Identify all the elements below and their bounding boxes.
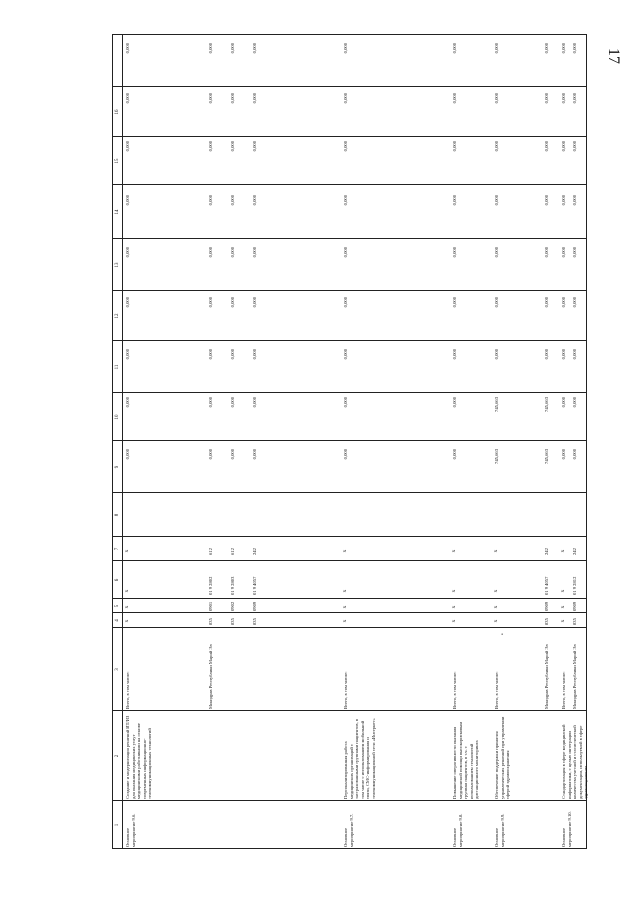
bullet-mark: •	[501, 633, 506, 635]
column-header: 2	[115, 754, 120, 758]
column-divider	[112, 560, 587, 561]
executor-cell: Всего, в том числе:	[343, 671, 348, 709]
column-divider	[112, 34, 587, 35]
amount-cell: 0,000	[125, 397, 130, 408]
amount-cell: 0,000	[452, 93, 457, 104]
amount-cell: 0,000	[343, 449, 348, 460]
event-number-cell: Основное мероприятие 9.6.	[125, 813, 136, 847]
expense-type-cell: х	[124, 549, 130, 553]
amount-cell: 0,000	[561, 349, 566, 360]
executor-cell: Всего, в том числе:	[494, 671, 499, 709]
section-code-cell: 0902	[230, 601, 235, 611]
amount-cell: 0,000	[230, 195, 235, 206]
column-divider	[112, 710, 587, 711]
amount-cell: 0,000	[452, 247, 457, 258]
column-header: 10	[115, 414, 120, 420]
column-header: 4	[115, 619, 120, 622]
amount-cell: 0,000	[230, 43, 235, 54]
amount-cell: 0,000	[494, 141, 499, 152]
amount-cell: 0,000	[494, 195, 499, 206]
grbs-code-cell: х	[342, 619, 348, 623]
column-header: 1	[115, 823, 120, 827]
column-header: 5	[115, 604, 120, 608]
target-article-cell: 01 9 4057	[544, 576, 549, 595]
expense-type-cell: 242	[572, 548, 577, 555]
amount-cell: 0,000	[252, 141, 257, 152]
amount-cell: 0,000	[343, 349, 348, 360]
amount-cell: 0,000	[125, 247, 130, 258]
amount-cell: 0,000	[572, 247, 577, 258]
amount-cell: 0,000	[544, 43, 549, 54]
column-divider	[112, 238, 587, 239]
amount-cell: 0,000	[544, 141, 549, 152]
amount-cell: 0,000	[230, 349, 235, 360]
column-divider	[112, 136, 587, 137]
amount-cell: 0,000	[572, 195, 577, 206]
amount-cell: 0,000	[343, 247, 348, 258]
target-article-cell: 01 9 4057	[252, 576, 257, 595]
amount-cell: 0,000	[252, 297, 257, 308]
column-divider	[112, 86, 587, 87]
column-header: 15	[115, 158, 120, 164]
expense-type-cell: х	[342, 549, 348, 553]
amount-cell: 0,000	[494, 349, 499, 360]
grbs-code-cell: 835	[208, 618, 213, 625]
column-divider	[112, 536, 587, 537]
amount-cell: 0,000	[572, 141, 577, 152]
section-code-cell: х	[124, 605, 130, 609]
amount-cell: 0,000	[544, 349, 549, 360]
grbs-code-cell: х	[560, 619, 566, 623]
column-header: 13	[115, 262, 120, 268]
column-header: 7	[115, 547, 120, 551]
grbs-code-cell: 835	[252, 618, 257, 625]
amount-cell: 0,000	[208, 195, 213, 206]
amount-cell: 0,000	[252, 349, 257, 360]
amount-cell: 0,000	[230, 93, 235, 104]
amount-cell: 0,000	[452, 449, 457, 460]
target-article-cell: 01 9 2803	[230, 576, 235, 595]
amount-cell: 0,000	[125, 141, 130, 152]
amount-cell: 0,000	[125, 449, 130, 460]
amount-cell: 0,000	[452, 397, 457, 408]
amount-cell: 0,000	[572, 349, 577, 360]
event-name-cell: Повышение оперативности оказания медицинской помощи высокорисковым группам пациентов, в т.ч. с использованием технологий дистанционного мониторинга	[452, 721, 480, 799]
amount-cell: 0,000	[208, 297, 213, 308]
event-name-cell: Обеспечение поддержки принятия управленческих решений при управлении сферой здравоохранения	[494, 716, 511, 799]
event-number-cell: Основное мероприятие 9.9.	[494, 813, 505, 847]
column-header: 16	[115, 109, 120, 115]
amount-cell: 0,000	[208, 449, 213, 460]
event-name-cell: Создание и модернизация решений ИТ/ИЗ для оказания медицинских услуг медицинскими работниками на основе современных информационно-телекоммуникационных технологий	[125, 715, 153, 799]
data-table	[112, 35, 587, 849]
grbs-code-cell: 835	[230, 618, 235, 625]
amount-cell: 0,000	[572, 397, 577, 408]
amount-cell: 0,000	[208, 349, 213, 360]
amount-cell: 0,000	[572, 43, 577, 54]
section-code-cell: 0909	[544, 601, 549, 611]
amount-cell: 0,000	[343, 43, 348, 54]
target-article-cell: х	[124, 589, 130, 593]
grbs-code-cell: 835	[544, 618, 549, 625]
grbs-code-cell: х	[124, 619, 130, 623]
amount-cell: 0,000	[452, 43, 457, 54]
amount-cell: 0,000	[343, 297, 348, 308]
amount-cell: 0,000	[561, 449, 566, 460]
amount-cell: 0,000	[252, 449, 257, 460]
amount-cell: 0,000	[208, 397, 213, 408]
event-name-cell: Персонализированная работа медицинских организаций с застрахованными группами пациентов, в том числе с использованием мобильной связи, СМС-информирования и телекоммуникационной сети «Интернет»	[343, 718, 376, 799]
amount-cell: 0,000	[208, 93, 213, 104]
column-divider	[112, 184, 587, 185]
section-code-cell: 0909	[572, 601, 577, 611]
grbs-code-cell: 835	[572, 618, 577, 625]
expense-type-cell: х	[493, 549, 499, 553]
column-header: 11	[115, 364, 120, 370]
amount-cell: 0,000	[494, 93, 499, 104]
amount-cell: 0,000	[572, 297, 577, 308]
event-number-cell: Основное мероприятие 9.8.	[452, 813, 463, 847]
amount-cell: 0,000	[452, 195, 457, 206]
target-article-cell: 01 9 2812	[572, 576, 577, 595]
column-header: 6	[115, 578, 120, 582]
amount-cell: 0,000	[252, 397, 257, 408]
page-number: 17	[605, 48, 622, 64]
amount-cell: 0,000	[208, 43, 213, 54]
expense-type-cell: 242	[252, 548, 257, 555]
amount-cell: 0,000	[343, 93, 348, 104]
header-row-border	[122, 35, 123, 849]
expense-type-cell: 612	[208, 548, 213, 555]
amount-cell: 0,000	[494, 43, 499, 54]
amount-cell: 0,000	[544, 297, 549, 308]
amount-cell: 0,000	[561, 141, 566, 152]
amount-cell: 0,000	[544, 93, 549, 104]
amount-cell: 0,000	[125, 195, 130, 206]
amount-cell: 0,000	[452, 297, 457, 308]
expense-type-cell: 612	[230, 548, 235, 555]
column-divider	[112, 598, 587, 599]
section-code-cell: х	[342, 605, 348, 609]
amount-cell: 0,000	[125, 349, 130, 360]
amount-cell: 0,000	[544, 195, 549, 206]
event-name-cell: Стандартизация в сфере медицинской информатики, с целью интеграции количества учетной и статистической документации, используемой в сфере здравоохранения	[561, 724, 589, 799]
executor-cell: Всего, в том числе:	[561, 671, 566, 709]
section-code-cell: х	[560, 605, 566, 609]
column-divider	[112, 392, 587, 393]
amount-cell: 0,000	[125, 43, 130, 54]
column-header: 12	[115, 313, 120, 319]
amount-cell: 0,000	[561, 93, 566, 104]
amount-cell: 0,000	[494, 247, 499, 258]
target-article-cell: х	[342, 589, 348, 593]
section-code-cell: 0901	[208, 601, 213, 611]
column-divider	[112, 492, 587, 493]
grbs-code-cell: х	[493, 619, 499, 623]
column-header: 9	[115, 465, 120, 469]
column-header: 14	[115, 209, 120, 215]
expense-type-cell: х	[451, 549, 457, 553]
column-divider	[112, 800, 587, 801]
target-article-cell: х	[560, 589, 566, 593]
target-article-cell: х	[451, 589, 457, 593]
section-code-cell: х	[451, 605, 457, 609]
event-number-cell: Основное мероприятие 9.10.	[561, 811, 572, 847]
amount-cell: 0,000	[343, 141, 348, 152]
column-divider	[112, 848, 587, 849]
executor-cell: Минздрав Республики Марий Эл	[544, 644, 549, 709]
amount-cell: 0,000	[230, 141, 235, 152]
amount-cell: 0,000	[561, 195, 566, 206]
amount-cell: 745,663	[494, 449, 499, 464]
amount-cell: 0,000	[572, 93, 577, 104]
grbs-code-cell: х	[451, 619, 457, 623]
amount-cell: 0,000	[452, 349, 457, 360]
amount-cell: 0,000	[561, 397, 566, 408]
amount-cell: 745,663	[544, 449, 549, 464]
event-number-cell: Основное мероприятие 9.7.	[343, 813, 354, 847]
section-code-cell: х	[493, 605, 499, 609]
amount-cell: 0,000	[208, 247, 213, 258]
column-divider	[112, 627, 587, 628]
expense-type-cell: 242	[544, 548, 549, 555]
amount-cell: 0,000	[343, 397, 348, 408]
amount-cell: 0,000	[208, 141, 213, 152]
amount-cell: 0,000	[343, 195, 348, 206]
column-divider	[112, 340, 587, 341]
amount-cell: 0,000	[561, 247, 566, 258]
executor-cell: Минздрав Республики Марий Эл	[572, 644, 577, 709]
amount-cell: 0,000	[125, 297, 130, 308]
amount-cell: 0,000	[230, 397, 235, 408]
column-header: 8	[115, 513, 120, 517]
section-code-cell: 0909	[252, 601, 257, 611]
amount-cell: 0,000	[230, 247, 235, 258]
table-top-border	[112, 35, 113, 849]
amount-cell: 0,000	[572, 449, 577, 460]
amount-cell: 0,000	[452, 141, 457, 152]
column-divider	[112, 612, 587, 613]
amount-cell: 0,000	[230, 297, 235, 308]
amount-cell: 745,663	[544, 397, 549, 412]
amount-cell: 0,000	[494, 297, 499, 308]
amount-cell: 0,000	[230, 449, 235, 460]
executor-cell: Минздрав Республики Марий Эл	[208, 644, 213, 709]
amount-cell: 0,000	[252, 195, 257, 206]
column-divider	[112, 440, 587, 441]
column-divider	[112, 290, 587, 291]
target-article-cell: 01 9 2802	[208, 576, 213, 595]
executor-cell: Всего, в том числе:	[125, 671, 130, 709]
executor-cell: Всего, в том числе:	[452, 671, 457, 709]
amount-cell: 0,000	[561, 297, 566, 308]
column-header: 3	[115, 668, 120, 671]
amount-cell: 0,000	[561, 43, 566, 54]
expense-type-cell: х	[560, 549, 566, 553]
amount-cell: 745,663	[494, 397, 499, 412]
amount-cell: 0,000	[544, 247, 549, 258]
amount-cell: 0,000	[125, 93, 130, 104]
target-article-cell: х	[493, 589, 499, 593]
amount-cell: 0,000	[252, 93, 257, 104]
amount-cell: 0,000	[252, 247, 257, 258]
amount-cell: 0,000	[252, 43, 257, 54]
